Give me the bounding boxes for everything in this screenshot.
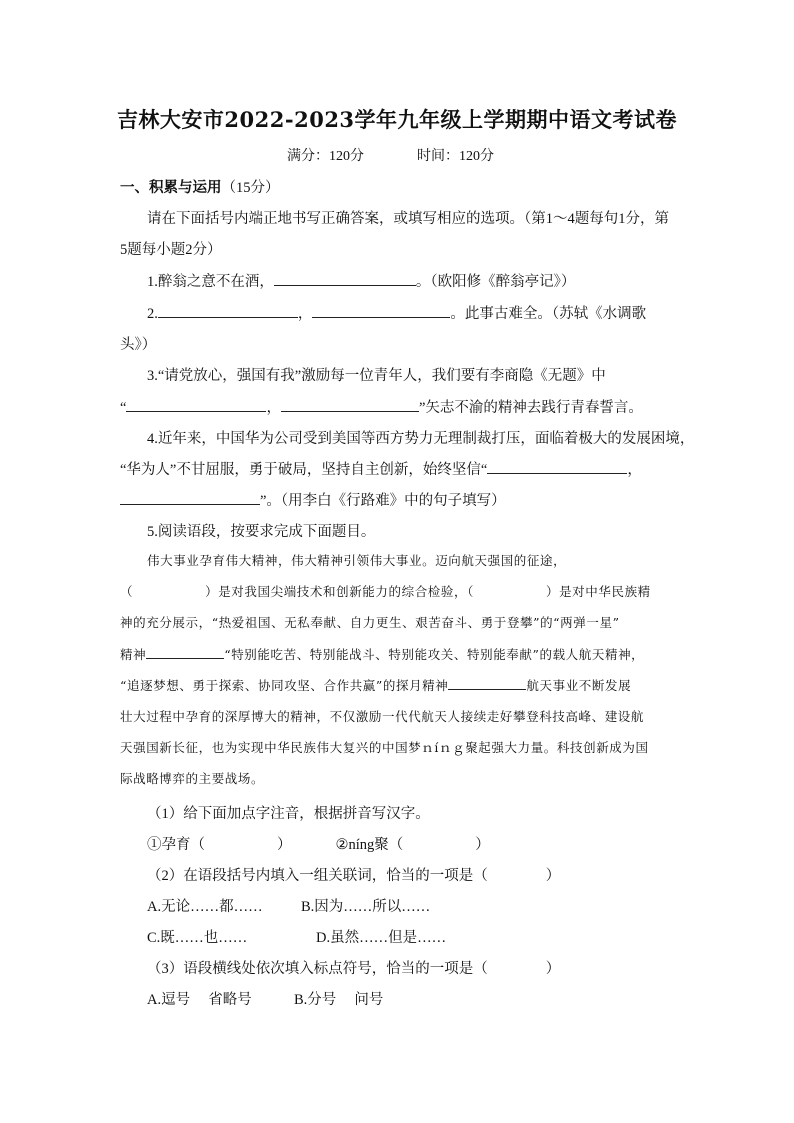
subquestion-2-text: （2）在语段括号内填入一组关联词，恰当的一项是（	[147, 868, 488, 884]
question-5: 5.阅读语段，按要求完成下面题目。	[147, 524, 376, 540]
q4-line-2	[120, 458, 642, 479]
q2-line-2: 头》）	[120, 337, 157, 353]
passage-line-2-middle: ）是对我国尖端技术和创新能力的综合检验，（	[205, 584, 474, 599]
subquestion-3-text: （3）语段横线处依次填入标点符号，恰当的一项是（	[147, 961, 488, 977]
q2-comma: ，	[297, 306, 313, 322]
passage-punct-blank-1[interactable]	[146, 646, 224, 659]
passage-punct-blank-2[interactable]	[448, 677, 526, 690]
full-score: 满分：120分	[287, 149, 364, 164]
section-heading	[120, 176, 280, 197]
q3-line-2	[120, 396, 643, 417]
q3-answer-blank-2[interactable]	[281, 397, 419, 412]
passage-line-2-end: ）是对中华民族精	[545, 584, 651, 599]
subquestion-3-close: ）	[545, 961, 561, 977]
q3-suffix: ”矢志不渝的精神去践行青春誓言。	[418, 400, 643, 416]
q2-suffix: 。此事古难全。（苏轼《水调歌	[450, 306, 647, 322]
passage-line-8: 际战略博弈的主要战场。	[120, 771, 265, 786]
subquestion-2	[147, 864, 560, 885]
q4-comma: ，	[627, 462, 642, 478]
option-3b[interactable]: B.分号 问号	[294, 992, 384, 1008]
item-ningju: ②níng聚（	[335, 837, 404, 853]
passage-line-4-end: “特别能吃苦、特别能战斗、特别能攻关、特别能奉献”的载人航天精神，	[224, 647, 645, 662]
passage-line-6: 壮大过程中孕育的深厚博大的精神，不仅激励一代代航天人接续走好攀登科技高峰、建设航	[120, 709, 645, 724]
q2-prefix: 2.	[147, 306, 158, 322]
passage-line-2	[120, 582, 651, 600]
question-4: 4.近年来，中国华为公司受到美国等西方势力无理制裁打压，面临着极大的发展困境，	[147, 431, 695, 447]
option-2a[interactable]: A.无论……都……	[147, 899, 263, 915]
subquestion-3	[147, 957, 560, 978]
q4-answer-blank-2[interactable]	[120, 490, 260, 505]
subquestion-1-items	[147, 833, 490, 854]
q1-suffix: 。（欧阳修《醉翁亭记》）	[415, 274, 576, 290]
passage-line-7: 天强国新长征，也为实现中华民族伟大复兴的中国梦ｎíｎｇ聚起强大力量。科技创新成为国	[120, 740, 649, 755]
passage-line-3: 神的充分展示，“热爱祖国、无私奉献、自力更生、艰苦奋斗、勇于登攀”的“两弹一星”	[120, 615, 620, 630]
q4-answer-blank-1[interactable]	[487, 459, 627, 474]
item-yunyu-close: ）	[277, 837, 292, 853]
passage-line-5	[120, 676, 631, 694]
q3-open-quote: “	[120, 400, 127, 416]
page-title: 吉林大安市2022-2023学年九年级上学期期中语文考试卷	[116, 107, 678, 132]
subquestion-1: （1）给下面加点字注音，根据拼音写汉字。	[147, 806, 430, 822]
q2-answer-blank-2[interactable]	[312, 303, 450, 318]
option-2b[interactable]: B.因为……所以……	[301, 899, 431, 915]
section-title: 一、积累与运用	[120, 180, 222, 196]
question-3: 3.“请党放心，强国有我”激励每一位青年人，我们要有李商隐《无题》中	[147, 368, 606, 384]
option-3a[interactable]: A.逗号 省略号	[147, 992, 252, 1008]
item-yunyu: ①孕育（	[147, 837, 205, 853]
q1-prefix: 1.醉翁之意不在酒，	[147, 274, 274, 290]
q4-line-2-text: “华为人”不甘屈服，勇于破局，坚持自主创新，始终坚信“	[120, 462, 488, 478]
passage-line-5-start: “追逐梦想、勇于探索、协同攻坚、合作共赢”的探月精神	[120, 678, 449, 693]
instructions-line-2: 5题每小题2分）	[120, 242, 222, 258]
question-1	[147, 270, 575, 291]
paren-open-1: （	[120, 584, 134, 599]
item-ningju-close: ）	[475, 837, 490, 853]
exam-time: 时间：120分	[417, 149, 494, 164]
instructions-line-1: 请在下面括号内端正地书写正确答案，或填写相应的选项。（第1～4题每句1分，第	[147, 211, 669, 227]
option-2c[interactable]: C.既……也……	[147, 930, 248, 946]
passage-line-4	[120, 645, 644, 663]
subquestion-2-close: ）	[545, 868, 561, 884]
passage-line-5-end: 航天事业不断发展	[526, 678, 632, 693]
q2-answer-blank-1[interactable]	[158, 303, 298, 318]
q3-answer-blank-1[interactable]	[126, 397, 266, 412]
passage-line-1: 伟大事业孕育伟大精神，伟大精神引领伟大事业。迈向航天强国的征途，	[147, 553, 567, 568]
option-2d[interactable]: D.虽然……但是……	[316, 930, 447, 946]
q4-line-3-text: ”。（用李白《行路难》中的句子填写）	[260, 493, 506, 509]
q4-line-3	[120, 489, 506, 510]
q3-comma: ，	[266, 400, 281, 416]
q1-answer-blank[interactable]	[274, 271, 416, 286]
passage-line-4-start: 精神	[120, 647, 147, 662]
section-points: （15分）	[221, 180, 280, 196]
question-2	[147, 302, 646, 323]
